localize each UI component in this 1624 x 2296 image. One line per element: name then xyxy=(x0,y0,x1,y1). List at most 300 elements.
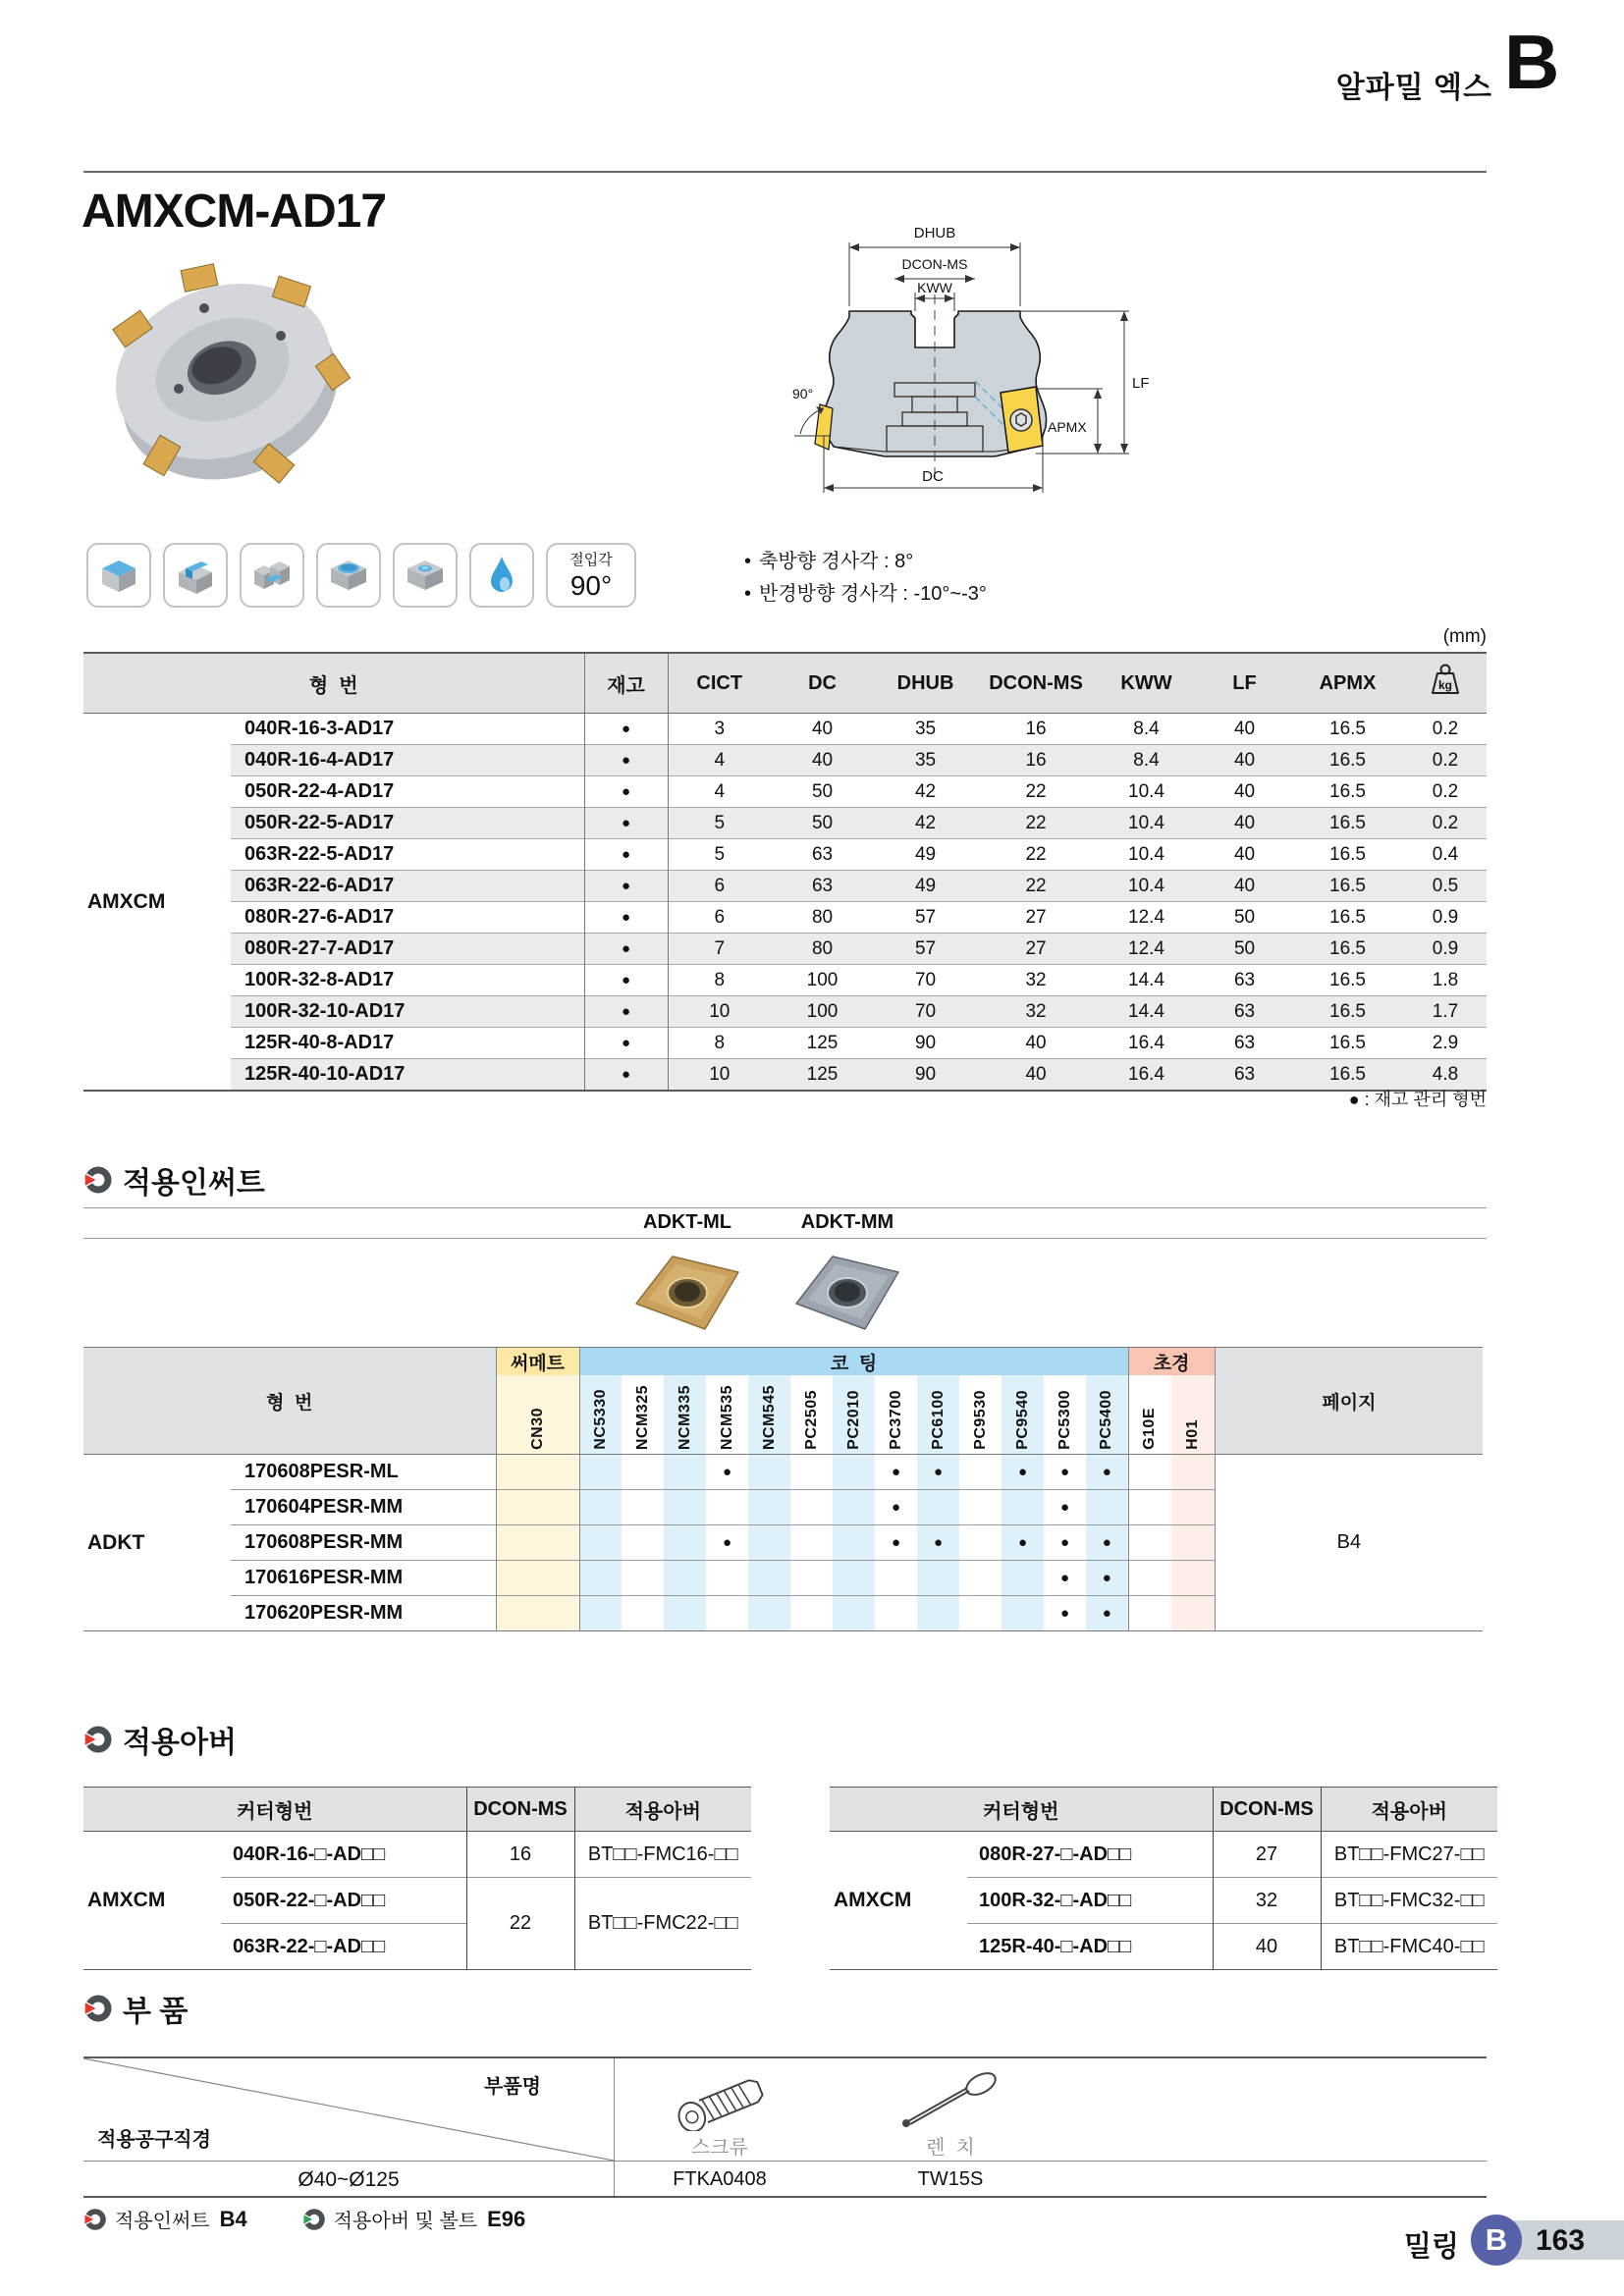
cutter-model: 125R-40-□-AD□□ xyxy=(967,1924,1213,1970)
grade-dot-cell xyxy=(790,1561,833,1596)
grade-dot-cell: ● xyxy=(917,1455,959,1490)
col-header-cutter: 커터형번 xyxy=(83,1788,466,1832)
unit-label: (mm) xyxy=(1442,626,1487,647)
group-header-carbide: 초경 xyxy=(1128,1348,1215,1376)
grade-dot-cell xyxy=(790,1525,833,1561)
cutting-note: • 반경방향 경사각 : -10°~-3° xyxy=(744,583,987,605)
grade-dot-cell xyxy=(1086,1490,1128,1525)
section-title: 적용인써트 xyxy=(123,1167,265,1200)
grade-dot-cell xyxy=(748,1596,790,1631)
grade-dot-cell xyxy=(1128,1596,1171,1631)
grade-dot-cell xyxy=(579,1561,622,1596)
dcon-value: 40 xyxy=(1213,1924,1321,1970)
grade-dot-cell xyxy=(664,1490,706,1525)
insert-model: 170604PESR-MM xyxy=(231,1490,496,1525)
spec-value: 63 xyxy=(771,839,874,871)
grade-col-pc3700: PC3700 xyxy=(887,1390,904,1450)
link-label: 적용아버 및 볼트 xyxy=(333,2211,478,2232)
spec-row xyxy=(83,996,1487,1028)
reference-link xyxy=(83,2205,247,2233)
spec-value: 16.4 xyxy=(1095,1059,1198,1092)
stock-dot: ● xyxy=(584,839,668,871)
dcon-value: 32 xyxy=(1213,1878,1321,1924)
kg-weight-icon xyxy=(1426,663,1465,698)
spec-value: 6 xyxy=(668,902,771,934)
col-header-kww: KWW xyxy=(1095,653,1198,714)
dim-label-angle: 90° xyxy=(792,386,814,401)
grade-dot-cell xyxy=(496,1561,579,1596)
stock-dot: ● xyxy=(584,1028,668,1059)
insert-model: 170616PESR-MM xyxy=(231,1561,496,1596)
reference-links xyxy=(83,2205,525,2233)
grade-col-cn30: CN30 xyxy=(496,1375,579,1455)
spec-row xyxy=(83,902,1487,934)
entry-angle-box xyxy=(546,543,636,608)
grade-col-pc5400: PC5400 xyxy=(1086,1375,1128,1455)
spec-value: 3 xyxy=(714,718,726,739)
grade-dot-cell xyxy=(664,1525,706,1561)
grade-dot-cell xyxy=(1171,1525,1215,1561)
spec-value: 0.4 xyxy=(1404,839,1487,871)
link-bullet-icon xyxy=(83,2208,107,2231)
spec-row xyxy=(83,1028,1487,1059)
grade-dot-cell xyxy=(833,1561,875,1596)
grade-col-h01: H01 xyxy=(1171,1375,1215,1455)
grade-col-pc9530: PC9530 xyxy=(971,1390,989,1450)
spec-value: 16.5 xyxy=(1329,718,1366,739)
part-number: TW15S xyxy=(917,2168,984,2190)
spec-value: 40 xyxy=(977,1059,1095,1092)
spec-value: 16.5 xyxy=(1291,1059,1404,1092)
spec-value: 1.7 xyxy=(1404,996,1487,1028)
screw-icon xyxy=(661,2072,779,2131)
arbor-table-left xyxy=(83,1787,751,1970)
page-title: AMXCM-AD17 xyxy=(81,186,387,238)
spec-value: 0.2 xyxy=(1404,808,1487,839)
spec-value: 32 xyxy=(977,996,1095,1028)
parts-name-header: 부품명 xyxy=(484,2076,541,2098)
grade-dot-cell xyxy=(496,1525,579,1561)
model-number: 040R-16-4-AD17 xyxy=(231,745,584,776)
header-section-letter: B xyxy=(1504,19,1560,105)
spec-value: 32 xyxy=(977,965,1095,996)
footer-section-badge: B xyxy=(1471,2215,1522,2266)
spec-value: 8.4 xyxy=(1095,745,1198,776)
cutter-diagram xyxy=(790,188,1193,537)
grade-dot-cell: ● xyxy=(1044,1596,1086,1631)
grade-dot-cell xyxy=(706,1490,748,1525)
spec-table xyxy=(83,652,1487,1092)
grade-dot-cell: ● xyxy=(917,1525,959,1561)
spec-value: 16.5 xyxy=(1291,871,1404,902)
spec-row xyxy=(83,714,1487,745)
spec-value: 14.4 xyxy=(1095,996,1198,1028)
application-icons xyxy=(86,543,636,608)
grade-dot-cell: ● xyxy=(1001,1525,1044,1561)
grade-dot-cell: ● xyxy=(1086,1596,1128,1631)
grade-col-nc5330: NC5330 xyxy=(579,1375,622,1455)
grade-dot-cell: ● xyxy=(1086,1525,1128,1561)
spec-value: 90 xyxy=(874,1028,977,1059)
grade-dot-cell xyxy=(1128,1490,1171,1525)
grade-dot-cell xyxy=(622,1455,664,1490)
spec-value: 40 xyxy=(1233,718,1256,739)
arbor-model: BT□□-FMC27-□□ xyxy=(1333,1842,1485,1865)
grade-dot-cell: ● xyxy=(875,1525,917,1561)
cutter-model: 050R-22-□-AD□□ xyxy=(221,1878,466,1924)
stock-dot: ● xyxy=(584,714,668,745)
spec-value: 4 xyxy=(668,776,771,808)
stock-dot: ● xyxy=(584,934,668,965)
spec-value: 8 xyxy=(668,1028,771,1059)
grade-col-ncm335: NCM335 xyxy=(664,1375,706,1455)
grade-dot-cell xyxy=(790,1455,833,1490)
spec-value: 63 xyxy=(1198,1028,1291,1059)
tool-diameter-header: 적용공구직경 xyxy=(97,2129,211,2151)
col-header-apmx: APMX xyxy=(1291,653,1404,714)
grade-dot-cell xyxy=(790,1596,833,1631)
spec-row xyxy=(83,839,1487,871)
brand-label: AMXCM xyxy=(83,714,231,1092)
cutter-model: 063R-22-□-AD□□ xyxy=(221,1924,466,1970)
grade-dot-cell xyxy=(1171,1490,1215,1525)
spec-value: 57 xyxy=(874,902,977,934)
spec-value: 16.5 xyxy=(1291,839,1404,871)
grade-col-pc2505: PC2505 xyxy=(802,1390,820,1450)
col-header-arbor: 적용아버 xyxy=(1321,1788,1497,1832)
grade-dot-cell xyxy=(790,1490,833,1525)
grade-dot-cell xyxy=(959,1596,1001,1631)
grade-dot-cell: ● xyxy=(1086,1561,1128,1596)
section-bullet-icon xyxy=(83,1994,113,2023)
grade-col-pc5300: PC5300 xyxy=(1056,1390,1073,1450)
part-name: 스크류 xyxy=(691,2137,748,2159)
spec-value: 22 xyxy=(977,808,1095,839)
spec-value: 49 xyxy=(874,839,977,871)
stock-dot: ● xyxy=(584,902,668,934)
spec-value: 40 xyxy=(1198,776,1291,808)
spec-value: 0.5 xyxy=(1404,871,1487,902)
grade-dot-cell xyxy=(1001,1490,1044,1525)
section-bullet-icon xyxy=(83,1725,113,1754)
stock-dot: ● xyxy=(584,808,668,839)
spec-value: 40 xyxy=(1198,745,1291,776)
dim-label-dc: DC xyxy=(922,468,944,485)
insert-model: 170620PESR-MM xyxy=(231,1596,496,1631)
section-bullet-icon xyxy=(83,1165,113,1195)
grade-dot-cell: ● xyxy=(706,1455,748,1490)
spec-value: 27 xyxy=(977,934,1095,965)
insert-type-label: ADKT-ML xyxy=(643,1211,731,1233)
wrench-icon xyxy=(891,2070,1008,2133)
bullet: • xyxy=(744,583,752,605)
spec-value: 16.4 xyxy=(1095,1028,1198,1059)
spec-row xyxy=(83,934,1487,965)
insert-model: 170608PESR-ML xyxy=(231,1455,496,1490)
spec-value: 100 xyxy=(771,996,874,1028)
group-header-cermet: 써메트 xyxy=(496,1348,579,1376)
spec-value: 10 xyxy=(668,1059,771,1092)
grade-dot-cell xyxy=(664,1561,706,1596)
grade-dot-cell xyxy=(496,1490,579,1525)
dim-label-kww: KWW xyxy=(917,280,952,295)
grade-dot-cell xyxy=(579,1525,622,1561)
page-ref: B4 xyxy=(1215,1455,1483,1631)
spec-value: 40 xyxy=(771,745,874,776)
spec-value: 10.4 xyxy=(1095,808,1198,839)
grade-dot-cell: ● xyxy=(1086,1455,1128,1490)
footer-label: 밀링 xyxy=(1403,2231,1459,2263)
grade-dot-cell xyxy=(959,1525,1001,1561)
grade-dot-cell xyxy=(579,1490,622,1525)
spec-value: 49 xyxy=(874,871,977,902)
spec-value: 7 xyxy=(668,934,771,965)
spec-value: 12.4 xyxy=(1095,902,1198,934)
col-header-dhub: DHUB xyxy=(874,653,977,714)
shoulder-milling-icon xyxy=(163,543,228,608)
spec-value: 16 xyxy=(1025,718,1047,739)
grade-dot-cell xyxy=(1128,1561,1171,1596)
spec-value: 10.4 xyxy=(1095,839,1198,871)
spec-value: 50 xyxy=(771,776,874,808)
grade-dot-cell xyxy=(1128,1455,1171,1490)
col-header-model: 형 번 xyxy=(83,653,584,714)
arbor-model: BT□□-FMC32-□□ xyxy=(1321,1878,1497,1924)
spec-value: 42 xyxy=(874,808,977,839)
grade-dot-cell xyxy=(959,1490,1001,1525)
spec-value: 80 xyxy=(771,934,874,965)
dim-label-lf: LF xyxy=(1132,375,1150,392)
grade-dot-cell xyxy=(833,1455,875,1490)
cutting-notes xyxy=(744,546,987,611)
grade-col-pc9540: PC9540 xyxy=(1001,1375,1044,1455)
spec-value: 40 xyxy=(977,1028,1095,1059)
parts-table xyxy=(83,2056,1487,2198)
grade-dot-cell xyxy=(748,1490,790,1525)
spec-value: 35 xyxy=(914,718,937,739)
stock-dot: ● xyxy=(584,1059,668,1092)
spec-value: 63 xyxy=(1198,965,1291,996)
grade-dot-cell xyxy=(748,1561,790,1596)
spec-value: 8 xyxy=(668,965,771,996)
spec-value: 63 xyxy=(771,871,874,902)
section-inserts xyxy=(83,1158,265,1201)
spec-value: 5 xyxy=(668,808,771,839)
section-title: 부 품 xyxy=(123,1996,189,2028)
grade-dot-cell: ● xyxy=(1044,1455,1086,1490)
spec-value: 63 xyxy=(1198,996,1291,1028)
spec-value: 5 xyxy=(668,839,771,871)
dcon-value: 27 xyxy=(1213,1832,1321,1878)
header-rule xyxy=(83,171,1487,173)
spec-value: 16.5 xyxy=(1291,776,1404,808)
insert-photo-adkt-mm xyxy=(779,1243,916,1341)
divider xyxy=(83,1207,1487,1208)
face-milling-icon xyxy=(86,543,151,608)
dcon-value: 22 xyxy=(466,1878,574,1970)
spec-value: 80 xyxy=(771,902,874,934)
stock-dot: ● xyxy=(584,776,668,808)
svg-text:kg: kg xyxy=(1438,678,1453,692)
spec-value: 0.9 xyxy=(1404,902,1487,934)
brand-label: AMXCM xyxy=(87,1889,166,1911)
grade-dot-cell xyxy=(959,1455,1001,1490)
cutter-model: 080R-27-□-AD□□ xyxy=(979,1842,1132,1865)
grade-dot-cell xyxy=(622,1561,664,1596)
grade-dot-cell xyxy=(496,1455,579,1490)
spec-value: 16.5 xyxy=(1291,808,1404,839)
section-title: 적용아버 xyxy=(123,1727,237,1759)
entry-angle-value: 90° xyxy=(569,570,613,601)
spec-value: 16.5 xyxy=(1291,996,1404,1028)
dim-label-dcon: DCON-MS xyxy=(901,256,968,272)
model-number: 100R-32-10-AD17 xyxy=(231,996,584,1028)
arbor-model: BT□□-FMC40-□□ xyxy=(1321,1924,1497,1970)
grade-dot-cell xyxy=(622,1596,664,1631)
spec-value: 40 xyxy=(1198,871,1291,902)
grade-dot-cell xyxy=(833,1525,875,1561)
spec-value: 6 xyxy=(668,871,771,902)
reference-link xyxy=(302,2205,526,2233)
spec-value: 63 xyxy=(1198,1059,1291,1092)
model-number: 100R-32-8-AD17 xyxy=(231,965,584,996)
boring-icon xyxy=(393,543,458,608)
spec-row xyxy=(83,965,1487,996)
grade-dot-cell: ● xyxy=(1044,1525,1086,1561)
entry-angle-label: 절입각 xyxy=(569,552,613,568)
model-number: 063R-22-5-AD17 xyxy=(231,839,584,871)
grade-dot-cell: ● xyxy=(706,1525,748,1561)
col-header-dc: DC xyxy=(771,653,874,714)
model-number: 125R-40-10-AD17 xyxy=(231,1059,584,1092)
model-number: 050R-22-4-AD17 xyxy=(231,776,584,808)
pocket-milling-icon xyxy=(316,543,381,608)
divider xyxy=(83,1238,1487,1239)
grade-dot-cell xyxy=(833,1490,875,1525)
dcon-value: 16 xyxy=(466,1832,574,1878)
spec-value: 16.5 xyxy=(1291,902,1404,934)
col-header-dcon: DCON-MS xyxy=(466,1788,574,1832)
arbor-model: BT□□-FMC22-□□ xyxy=(574,1878,751,1970)
grade-dot-cell xyxy=(1001,1596,1044,1631)
grade-dot-cell xyxy=(1001,1561,1044,1596)
grade-dot-cell xyxy=(917,1561,959,1596)
grade-dot-cell xyxy=(579,1455,622,1490)
spec-value: 42 xyxy=(874,776,977,808)
link-bullet-icon xyxy=(302,2208,326,2231)
arbor-model: BT□□-FMC16-□□ xyxy=(587,1842,738,1865)
spec-row xyxy=(83,808,1487,839)
grade-dot-cell xyxy=(748,1455,790,1490)
grade-dot-cell xyxy=(706,1596,748,1631)
section-arbors xyxy=(83,1718,237,1761)
grade-dot-cell xyxy=(917,1490,959,1525)
spec-value: 22 xyxy=(977,871,1095,902)
spec-value: 125 xyxy=(771,1059,874,1092)
model-number: 080R-27-7-AD17 xyxy=(231,934,584,965)
grade-dot-cell: ● xyxy=(875,1490,917,1525)
dim-label-dhub: DHUB xyxy=(913,225,956,241)
grade-dot-cell xyxy=(875,1561,917,1596)
spec-value: 0.9 xyxy=(1404,934,1487,965)
spec-value: 10.4 xyxy=(1095,776,1198,808)
insert-model: 170608PESR-MM xyxy=(231,1525,496,1561)
link-page: B4 xyxy=(219,2206,247,2231)
divider xyxy=(83,2161,1487,2162)
grade-col-ncm535: NCM535 xyxy=(718,1384,735,1450)
link-page: E96 xyxy=(487,2206,526,2231)
grade-dot-cell xyxy=(622,1490,664,1525)
part-name: 렌 치 xyxy=(926,2137,975,2159)
grade-dot-cell xyxy=(1171,1561,1215,1596)
cutting-note: • 축방향 경사각 : 8° xyxy=(744,551,914,572)
model-number: 063R-22-6-AD17 xyxy=(231,871,584,902)
arbor-row xyxy=(83,1832,751,1878)
grade-dot-cell: ● xyxy=(1044,1490,1086,1525)
spec-value: 16.5 xyxy=(1291,745,1404,776)
spec-value: 0.2 xyxy=(1432,718,1459,739)
arbor-row xyxy=(830,1832,1497,1878)
stock-dot: ● xyxy=(584,996,668,1028)
spec-value: 50 xyxy=(1198,902,1291,934)
col-header-model: 형 번 xyxy=(83,1348,496,1455)
spec-value: 16.5 xyxy=(1291,934,1404,965)
spec-value: 40 xyxy=(811,718,834,739)
grade-dot-cell xyxy=(496,1596,579,1631)
col-header-dcon-ms: DCON-MS xyxy=(977,653,1095,714)
insert-grade-table xyxy=(83,1347,1483,1631)
grade-col-pc2010: PC2010 xyxy=(833,1375,875,1455)
spec-value: 70 xyxy=(874,965,977,996)
grade-col-pc6100: PC6100 xyxy=(917,1375,959,1455)
spec-value: 2.9 xyxy=(1404,1028,1487,1059)
grade-dot-cell: ● xyxy=(1044,1561,1086,1596)
spec-value: 40 xyxy=(1198,839,1291,871)
arbor-header-row xyxy=(83,1788,751,1832)
spec-value: 27 xyxy=(977,902,1095,934)
grade-dot-cell xyxy=(1128,1525,1171,1561)
brand-label: AMXCM xyxy=(834,1889,912,1911)
cutter-photo xyxy=(88,241,363,516)
grade-dot-cell xyxy=(579,1596,622,1631)
spec-value: 22 xyxy=(977,839,1095,871)
stock-footnote: ● : 재고 관리 형번 xyxy=(1348,1090,1487,1109)
slot-milling-icon xyxy=(240,543,304,608)
spec-row xyxy=(83,776,1487,808)
col-header-cict: CICT xyxy=(668,653,771,714)
brand-label: ADKT xyxy=(83,1455,231,1631)
tool-diameter-range: Ø40~Ø125 xyxy=(298,2168,400,2191)
footer-page-number: 163 xyxy=(1536,2224,1586,2257)
part-number: FTKA0408 xyxy=(673,2168,767,2190)
grade-group-row xyxy=(83,1348,1483,1376)
col-header-cutter: 커터형번 xyxy=(830,1788,1213,1832)
col-header-dcon: DCON-MS xyxy=(1213,1788,1321,1832)
spec-value: 35 xyxy=(874,745,977,776)
grade-dot-cell: ● xyxy=(1001,1455,1044,1490)
model-number: 040R-16-3-AD17 xyxy=(244,718,395,739)
grade-dot-cell xyxy=(875,1596,917,1631)
model-number: 125R-40-8-AD17 xyxy=(231,1028,584,1059)
grade-dot-cell xyxy=(664,1596,706,1631)
grade-dot-cell xyxy=(664,1455,706,1490)
grade-col-ncm325: NCM325 xyxy=(633,1384,651,1450)
spec-value: 1.8 xyxy=(1404,965,1487,996)
grade-dot-cell: ● xyxy=(875,1455,917,1490)
grade-col-g10e: G10E xyxy=(1128,1375,1171,1455)
spec-value: 70 xyxy=(874,996,977,1028)
spec-value: 4 xyxy=(668,745,771,776)
